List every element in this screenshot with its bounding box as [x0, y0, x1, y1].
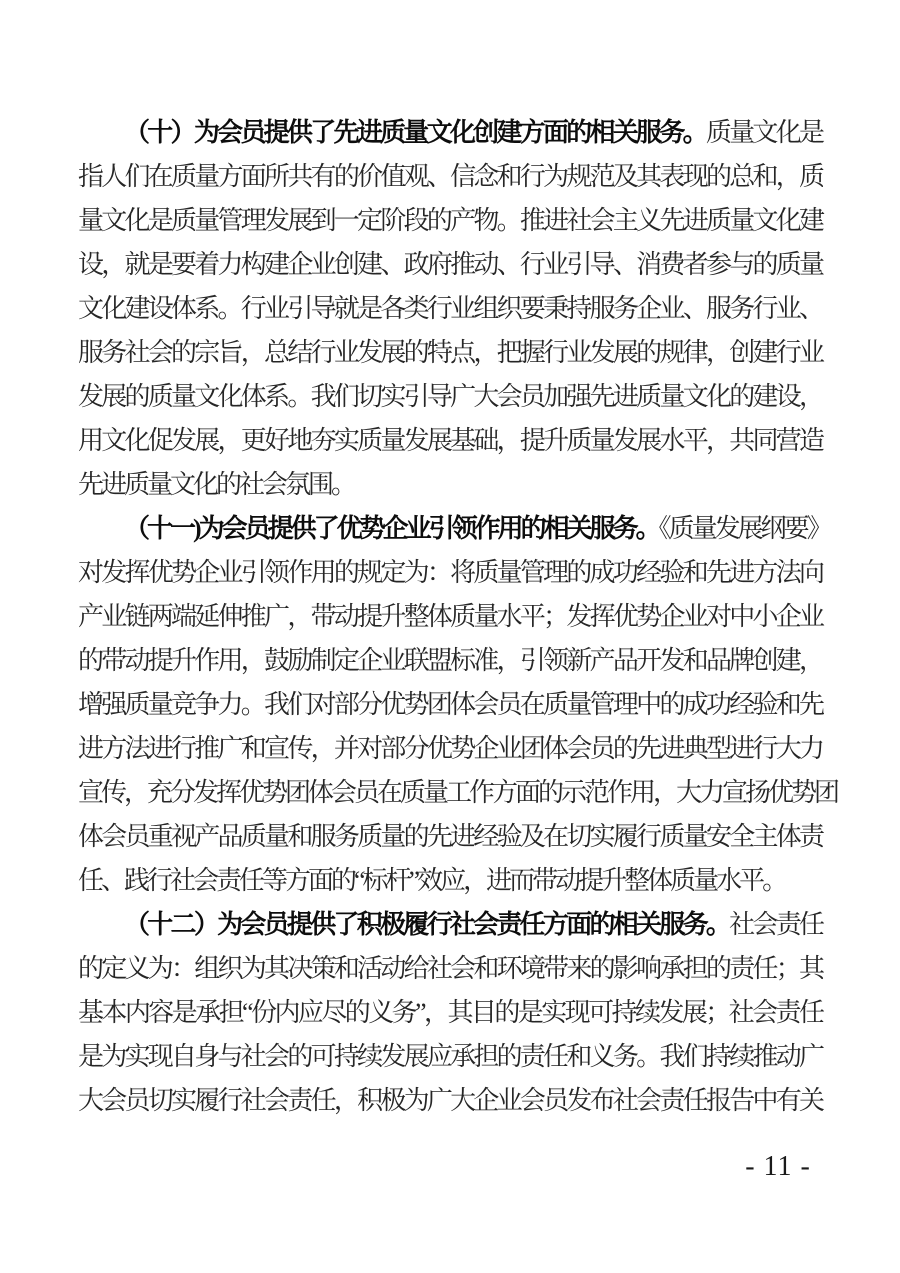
body-text: 增强质量竞争力。我们对部分优势团体会员在质量管理中的成功经验和先	[78, 690, 822, 719]
body-text: 是为实现自身与社会的可持续发展应承担的责任和义务。我们持续推动广	[78, 1042, 822, 1071]
text-line	[78, 683, 822, 727]
body-text: 的定义为：组织为其决策和活动给社会和环境带来的影响承担的责任；其	[78, 954, 822, 983]
body-text: 先进质量文化的社会氛围。	[78, 470, 355, 499]
body-text: 进方法进行推广和宣传，并对部分优势企业团体会员的先进典型进行大力	[78, 734, 822, 763]
text-line	[78, 507, 830, 551]
body-text: 用文化促发展，更好地夯实质量发展基础，提升质量发展水平，共同营造	[78, 426, 822, 455]
body-text: 量文化是质量管理发展到一定阶段的产物。推进社会主义先进质量文化建	[78, 206, 822, 235]
body-text: 社会责任	[729, 910, 822, 939]
text-block	[78, 111, 838, 1123]
text-line	[78, 815, 822, 859]
body-text: 《质量发展纲要》	[658, 514, 830, 543]
paragraph-heading: （十一)为会员提供了优势企业引领作用的相关服务。	[124, 514, 659, 543]
text-line	[78, 991, 822, 1035]
text-line	[78, 375, 822, 419]
paragraph-section-11	[78, 507, 838, 903]
text-line	[78, 287, 822, 331]
body-text: 宣传，充分发挥优势团体会员在质量工作方面的示范作用，大力宣扬优势团	[78, 778, 838, 807]
text-line	[78, 1035, 822, 1079]
body-text: 设，就是要着力构建企业创建、政府推动、行业引导、消费者参与的质量	[78, 250, 822, 279]
text-line	[78, 551, 822, 595]
body-text: 任、践行社会责任等方面的“标杆”效应，进而带动提升整体质量水平。	[78, 866, 786, 895]
body-text: 文化建设体系。行业引导就是各类行业组织要秉持服务企业、服务行业、	[78, 294, 822, 323]
page-number: - 11 -	[745, 1151, 811, 1182]
body-text: 基本内容是承担“份内应尽的义务”，其目的是实现可持续发展；社会责任	[78, 998, 822, 1027]
text-line	[78, 903, 822, 947]
body-text: 对发挥优势企业引领作用的规定为：将质量管理的成功经验和先进方法向	[78, 558, 822, 587]
paragraph-heading: （十二）为会员提供了积极履行社会责任方面的相关服务。	[124, 910, 730, 939]
text-line	[78, 595, 822, 639]
text-line	[78, 199, 822, 243]
text-line	[78, 155, 822, 199]
text-line	[78, 639, 822, 683]
text-line	[78, 419, 822, 463]
body-text: 服务社会的宗旨，总结行业发展的特点，把握行业发展的规律，创建行业	[78, 338, 822, 367]
body-text: 大会员切实履行社会责任，积极为广大企业会员发布社会责任报告中有关	[78, 1086, 822, 1115]
text-line	[78, 859, 822, 903]
body-text: 的带动提升作用，鼓励制定企业联盟标准，引领新产品开发和品牌创建，	[78, 646, 822, 675]
text-line	[78, 243, 822, 287]
text-line	[78, 947, 822, 991]
text-line	[78, 463, 822, 507]
body-text: 体会员重视产品质量和服务质量的先进经验及在切实履行质量安全主体责	[78, 822, 822, 851]
body-text: 指人们在质量方面所共有的价值观、信念和行为规范及其表现的总和，质	[78, 162, 822, 191]
paragraph-section-10	[78, 111, 822, 507]
paragraph-section-12	[78, 903, 822, 1123]
text-line	[78, 771, 838, 815]
text-line	[78, 331, 822, 375]
paragraph-heading: （十）为会员提供了先进质量文化创建方面的相关服务。	[124, 118, 706, 147]
text-line	[78, 727, 822, 771]
body-text: 质量文化是	[705, 118, 822, 147]
body-text: 发展的质量文化体系。我们切实引导广大会员加强先进质量文化的建设，	[78, 382, 822, 411]
body-text: 产业链两端延伸推广，带动提升整体质量水平；发挥优势企业对中小企业	[78, 602, 822, 631]
text-line	[78, 1079, 822, 1123]
text-line	[78, 111, 822, 155]
